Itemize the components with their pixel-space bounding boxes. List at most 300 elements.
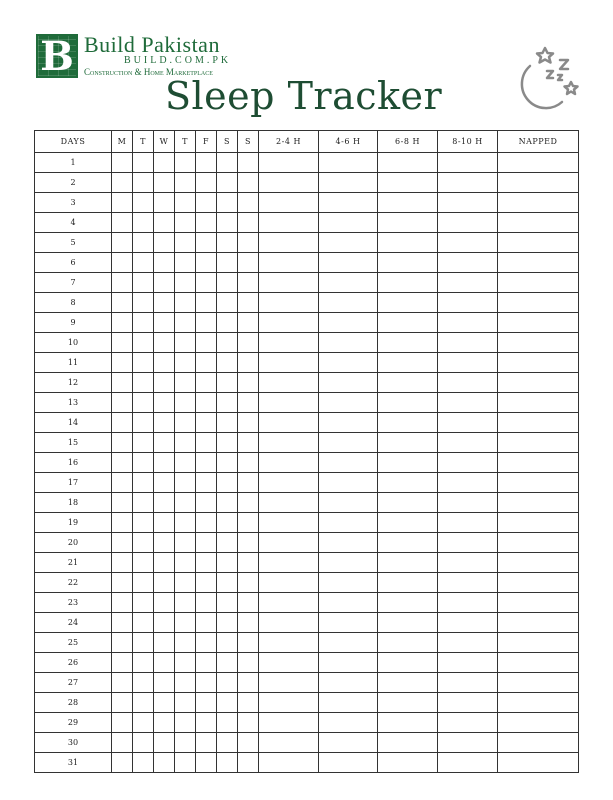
tracker-cell[interactable] [498, 373, 579, 393]
tracker-cell[interactable] [378, 153, 438, 173]
tracker-cell[interactable] [259, 153, 319, 173]
tracker-cell[interactable] [438, 273, 498, 293]
tracker-cell[interactable] [175, 313, 196, 333]
tracker-cell[interactable] [217, 293, 238, 313]
tracker-cell[interactable] [259, 313, 319, 333]
tracker-cell[interactable] [154, 693, 175, 713]
tracker-cell[interactable] [378, 353, 438, 373]
tracker-cell[interactable] [175, 213, 196, 233]
tracker-cell[interactable] [217, 473, 238, 493]
tracker-cell[interactable] [238, 233, 259, 253]
tracker-cell[interactable] [154, 393, 175, 413]
tracker-cell[interactable] [498, 533, 579, 553]
tracker-cell[interactable] [438, 393, 498, 413]
tracker-cell[interactable] [112, 233, 133, 253]
tracker-cell[interactable] [319, 713, 378, 733]
tracker-cell[interactable] [196, 593, 217, 613]
tracker-cell[interactable] [498, 613, 579, 633]
tracker-cell[interactable] [378, 273, 438, 293]
tracker-cell[interactable] [217, 693, 238, 713]
tracker-cell[interactable] [259, 253, 319, 273]
tracker-cell[interactable] [112, 393, 133, 413]
tracker-cell[interactable] [133, 593, 154, 613]
tracker-cell[interactable] [112, 693, 133, 713]
tracker-cell[interactable] [238, 533, 259, 553]
tracker-cell[interactable] [112, 573, 133, 593]
tracker-cell[interactable] [438, 413, 498, 433]
tracker-cell[interactable] [133, 253, 154, 273]
tracker-cell[interactable] [217, 453, 238, 473]
tracker-cell[interactable] [175, 553, 196, 573]
tracker-cell[interactable] [133, 473, 154, 493]
tracker-cell[interactable] [378, 593, 438, 613]
tracker-cell[interactable] [438, 693, 498, 713]
tracker-cell[interactable] [238, 673, 259, 693]
tracker-cell[interactable] [438, 473, 498, 493]
tracker-cell[interactable] [112, 493, 133, 513]
tracker-cell[interactable] [133, 313, 154, 333]
tracker-cell[interactable] [154, 593, 175, 613]
tracker-cell[interactable] [438, 553, 498, 573]
tracker-cell[interactable] [378, 473, 438, 493]
tracker-cell[interactable] [112, 513, 133, 533]
tracker-cell[interactable] [238, 373, 259, 393]
tracker-cell[interactable] [378, 453, 438, 473]
tracker-cell[interactable] [378, 613, 438, 633]
tracker-cell[interactable] [196, 213, 217, 233]
tracker-cell[interactable] [196, 533, 217, 553]
tracker-cell[interactable] [319, 693, 378, 713]
tracker-cell[interactable] [217, 393, 238, 413]
tracker-cell[interactable] [175, 613, 196, 633]
tracker-cell[interactable] [438, 293, 498, 313]
tracker-cell[interactable] [196, 153, 217, 173]
tracker-cell[interactable] [175, 433, 196, 453]
tracker-cell[interactable] [217, 673, 238, 693]
tracker-cell[interactable] [217, 713, 238, 733]
tracker-cell[interactable] [175, 593, 196, 613]
tracker-cell[interactable] [438, 233, 498, 253]
tracker-cell[interactable] [217, 593, 238, 613]
tracker-cell[interactable] [438, 253, 498, 273]
tracker-cell[interactable] [498, 573, 579, 593]
tracker-cell[interactable] [438, 433, 498, 453]
tracker-cell[interactable] [217, 353, 238, 373]
tracker-cell[interactable] [154, 753, 175, 773]
tracker-cell[interactable] [196, 513, 217, 533]
tracker-cell[interactable] [378, 693, 438, 713]
tracker-cell[interactable] [154, 293, 175, 313]
tracker-cell[interactable] [133, 213, 154, 233]
tracker-cell[interactable] [378, 313, 438, 333]
tracker-cell[interactable] [133, 173, 154, 193]
tracker-cell[interactable] [378, 393, 438, 413]
tracker-cell[interactable] [319, 413, 378, 433]
tracker-cell[interactable] [378, 373, 438, 393]
tracker-cell[interactable] [175, 413, 196, 433]
tracker-cell[interactable] [196, 753, 217, 773]
tracker-cell[interactable] [133, 233, 154, 253]
tracker-cell[interactable] [378, 713, 438, 733]
tracker-cell[interactable] [238, 333, 259, 353]
tracker-cell[interactable] [378, 193, 438, 213]
tracker-cell[interactable] [259, 173, 319, 193]
tracker-cell[interactable] [217, 513, 238, 533]
tracker-cell[interactable] [112, 173, 133, 193]
tracker-cell[interactable] [154, 633, 175, 653]
tracker-cell[interactable] [196, 373, 217, 393]
tracker-cell[interactable] [196, 313, 217, 333]
tracker-cell[interactable] [238, 613, 259, 633]
tracker-cell[interactable] [154, 433, 175, 453]
tracker-cell[interactable] [112, 333, 133, 353]
tracker-cell[interactable] [133, 573, 154, 593]
tracker-cell[interactable] [133, 153, 154, 173]
tracker-cell[interactable] [498, 253, 579, 273]
tracker-cell[interactable] [112, 633, 133, 653]
tracker-cell[interactable] [319, 593, 378, 613]
tracker-cell[interactable] [238, 253, 259, 273]
tracker-cell[interactable] [498, 553, 579, 573]
tracker-cell[interactable] [319, 193, 378, 213]
tracker-cell[interactable] [154, 173, 175, 193]
tracker-cell[interactable] [217, 753, 238, 773]
tracker-cell[interactable] [238, 413, 259, 433]
tracker-cell[interactable] [112, 433, 133, 453]
tracker-cell[interactable] [154, 193, 175, 213]
tracker-cell[interactable] [154, 273, 175, 293]
tracker-cell[interactable] [175, 733, 196, 753]
tracker-cell[interactable] [196, 193, 217, 213]
tracker-cell[interactable] [112, 193, 133, 213]
tracker-cell[interactable] [154, 713, 175, 733]
tracker-cell[interactable] [154, 373, 175, 393]
tracker-cell[interactable] [498, 673, 579, 693]
tracker-cell[interactable] [196, 393, 217, 413]
tracker-cell[interactable] [259, 613, 319, 633]
tracker-cell[interactable] [154, 513, 175, 533]
tracker-cell[interactable] [378, 633, 438, 653]
tracker-cell[interactable] [319, 453, 378, 473]
tracker-cell[interactable] [498, 333, 579, 353]
tracker-cell[interactable] [238, 593, 259, 613]
tracker-cell[interactable] [259, 753, 319, 773]
tracker-cell[interactable] [217, 433, 238, 453]
tracker-cell[interactable] [196, 433, 217, 453]
tracker-cell[interactable] [498, 453, 579, 473]
tracker-cell[interactable] [438, 453, 498, 473]
tracker-cell[interactable] [438, 713, 498, 733]
tracker-cell[interactable] [259, 713, 319, 733]
tracker-cell[interactable] [217, 653, 238, 673]
tracker-cell[interactable] [498, 273, 579, 293]
tracker-cell[interactable] [438, 193, 498, 213]
tracker-cell[interactable] [217, 253, 238, 273]
tracker-cell[interactable] [498, 513, 579, 533]
tracker-cell[interactable] [175, 633, 196, 653]
tracker-cell[interactable] [319, 173, 378, 193]
tracker-cell[interactable] [319, 293, 378, 313]
tracker-cell[interactable] [319, 393, 378, 413]
tracker-cell[interactable] [112, 313, 133, 333]
tracker-cell[interactable] [175, 513, 196, 533]
tracker-cell[interactable] [259, 353, 319, 373]
tracker-cell[interactable] [196, 293, 217, 313]
tracker-cell[interactable] [154, 553, 175, 573]
tracker-cell[interactable] [378, 213, 438, 233]
tracker-cell[interactable] [238, 553, 259, 573]
tracker-cell[interactable] [238, 753, 259, 773]
tracker-cell[interactable] [196, 473, 217, 493]
tracker-cell[interactable] [112, 613, 133, 633]
tracker-cell[interactable] [438, 333, 498, 353]
tracker-cell[interactable] [175, 453, 196, 473]
tracker-cell[interactable] [238, 213, 259, 233]
tracker-cell[interactable] [259, 273, 319, 293]
tracker-cell[interactable] [133, 693, 154, 713]
tracker-cell[interactable] [217, 633, 238, 653]
tracker-cell[interactable] [217, 533, 238, 553]
tracker-cell[interactable] [112, 753, 133, 773]
tracker-cell[interactable] [319, 253, 378, 273]
tracker-cell[interactable] [175, 353, 196, 373]
tracker-cell[interactable] [378, 513, 438, 533]
tracker-cell[interactable] [238, 713, 259, 733]
tracker-cell[interactable] [498, 173, 579, 193]
tracker-cell[interactable] [196, 673, 217, 693]
tracker-cell[interactable] [238, 273, 259, 293]
tracker-cell[interactable] [154, 453, 175, 473]
tracker-cell[interactable] [154, 313, 175, 333]
tracker-cell[interactable] [112, 353, 133, 373]
tracker-cell[interactable] [217, 233, 238, 253]
tracker-cell[interactable] [498, 473, 579, 493]
tracker-cell[interactable] [154, 153, 175, 173]
tracker-cell[interactable] [133, 393, 154, 413]
tracker-cell[interactable] [217, 273, 238, 293]
tracker-cell[interactable] [438, 653, 498, 673]
tracker-cell[interactable] [259, 633, 319, 653]
tracker-cell[interactable] [238, 473, 259, 493]
tracker-cell[interactable] [196, 493, 217, 513]
tracker-cell[interactable] [112, 593, 133, 613]
tracker-cell[interactable] [133, 513, 154, 533]
tracker-cell[interactable] [319, 273, 378, 293]
tracker-cell[interactable] [133, 273, 154, 293]
tracker-cell[interactable] [133, 673, 154, 693]
tracker-cell[interactable] [154, 353, 175, 373]
tracker-cell[interactable] [133, 193, 154, 213]
tracker-cell[interactable] [133, 293, 154, 313]
tracker-cell[interactable] [175, 333, 196, 353]
tracker-cell[interactable] [154, 473, 175, 493]
tracker-cell[interactable] [378, 413, 438, 433]
tracker-cell[interactable] [319, 573, 378, 593]
tracker-cell[interactable] [217, 373, 238, 393]
tracker-cell[interactable] [259, 593, 319, 613]
tracker-cell[interactable] [112, 273, 133, 293]
tracker-cell[interactable] [217, 413, 238, 433]
tracker-cell[interactable] [238, 153, 259, 173]
tracker-cell[interactable] [319, 673, 378, 693]
tracker-cell[interactable] [438, 733, 498, 753]
tracker-cell[interactable] [319, 373, 378, 393]
tracker-cell[interactable] [217, 493, 238, 513]
tracker-cell[interactable] [133, 553, 154, 573]
tracker-cell[interactable] [319, 233, 378, 253]
tracker-cell[interactable] [498, 353, 579, 373]
tracker-cell[interactable] [498, 153, 579, 173]
tracker-cell[interactable] [196, 693, 217, 713]
tracker-cell[interactable] [196, 453, 217, 473]
tracker-cell[interactable] [319, 613, 378, 633]
tracker-cell[interactable] [238, 653, 259, 673]
tracker-cell[interactable] [154, 333, 175, 353]
tracker-cell[interactable] [217, 613, 238, 633]
tracker-cell[interactable] [217, 553, 238, 573]
tracker-cell[interactable] [175, 473, 196, 493]
tracker-cell[interactable] [498, 753, 579, 773]
tracker-cell[interactable] [438, 633, 498, 653]
tracker-cell[interactable] [133, 633, 154, 653]
tracker-cell[interactable] [133, 753, 154, 773]
tracker-cell[interactable] [196, 273, 217, 293]
tracker-cell[interactable] [378, 673, 438, 693]
tracker-cell[interactable] [319, 633, 378, 653]
tracker-cell[interactable] [438, 213, 498, 233]
tracker-cell[interactable] [217, 733, 238, 753]
tracker-cell[interactable] [259, 553, 319, 573]
tracker-cell[interactable] [259, 533, 319, 553]
tracker-cell[interactable] [217, 573, 238, 593]
tracker-cell[interactable] [378, 753, 438, 773]
tracker-cell[interactable] [112, 553, 133, 573]
tracker-cell[interactable] [196, 713, 217, 733]
tracker-cell[interactable] [238, 733, 259, 753]
tracker-cell[interactable] [196, 233, 217, 253]
tracker-cell[interactable] [259, 373, 319, 393]
tracker-cell[interactable] [133, 333, 154, 353]
tracker-cell[interactable] [319, 733, 378, 753]
tracker-cell[interactable] [196, 733, 217, 753]
tracker-cell[interactable] [112, 533, 133, 553]
tracker-cell[interactable] [378, 493, 438, 513]
tracker-cell[interactable] [154, 413, 175, 433]
tracker-cell[interactable] [378, 173, 438, 193]
tracker-cell[interactable] [217, 173, 238, 193]
tracker-cell[interactable] [259, 733, 319, 753]
tracker-cell[interactable] [259, 413, 319, 433]
tracker-cell[interactable] [175, 233, 196, 253]
tracker-cell[interactable] [498, 633, 579, 653]
tracker-cell[interactable] [259, 693, 319, 713]
tracker-cell[interactable] [133, 733, 154, 753]
tracker-cell[interactable] [238, 573, 259, 593]
tracker-cell[interactable] [112, 653, 133, 673]
tracker-cell[interactable] [319, 353, 378, 373]
tracker-cell[interactable] [438, 313, 498, 333]
tracker-cell[interactable] [238, 633, 259, 653]
tracker-cell[interactable] [319, 213, 378, 233]
tracker-cell[interactable] [217, 313, 238, 333]
tracker-cell[interactable] [133, 613, 154, 633]
tracker-cell[interactable] [175, 673, 196, 693]
tracker-cell[interactable] [238, 353, 259, 373]
tracker-cell[interactable] [112, 413, 133, 433]
tracker-cell[interactable] [319, 333, 378, 353]
tracker-cell[interactable] [175, 273, 196, 293]
tracker-cell[interactable] [498, 493, 579, 513]
tracker-cell[interactable] [112, 373, 133, 393]
tracker-cell[interactable] [175, 573, 196, 593]
tracker-cell[interactable] [378, 253, 438, 273]
tracker-cell[interactable] [154, 613, 175, 633]
tracker-cell[interactable] [238, 293, 259, 313]
tracker-cell[interactable] [175, 533, 196, 553]
tracker-cell[interactable] [378, 573, 438, 593]
tracker-cell[interactable] [319, 313, 378, 333]
tracker-cell[interactable] [112, 673, 133, 693]
tracker-cell[interactable] [133, 453, 154, 473]
tracker-cell[interactable] [112, 253, 133, 273]
tracker-cell[interactable] [319, 553, 378, 573]
tracker-cell[interactable] [438, 573, 498, 593]
tracker-cell[interactable] [259, 193, 319, 213]
tracker-cell[interactable] [438, 513, 498, 533]
tracker-cell[interactable] [378, 433, 438, 453]
tracker-cell[interactable] [175, 653, 196, 673]
tracker-cell[interactable] [238, 173, 259, 193]
tracker-cell[interactable] [378, 553, 438, 573]
tracker-cell[interactable] [238, 433, 259, 453]
tracker-cell[interactable] [319, 473, 378, 493]
tracker-cell[interactable] [238, 193, 259, 213]
tracker-cell[interactable] [238, 453, 259, 473]
tracker-cell[interactable] [498, 193, 579, 213]
tracker-cell[interactable] [154, 493, 175, 513]
tracker-cell[interactable] [319, 493, 378, 513]
tracker-cell[interactable] [196, 633, 217, 653]
tracker-cell[interactable] [438, 673, 498, 693]
tracker-cell[interactable] [175, 253, 196, 273]
tracker-cell[interactable] [319, 433, 378, 453]
tracker-cell[interactable] [196, 413, 217, 433]
tracker-cell[interactable] [217, 153, 238, 173]
tracker-cell[interactable] [133, 353, 154, 373]
tracker-cell[interactable] [319, 753, 378, 773]
tracker-cell[interactable] [378, 233, 438, 253]
tracker-cell[interactable] [498, 693, 579, 713]
tracker-cell[interactable] [259, 653, 319, 673]
tracker-cell[interactable] [217, 213, 238, 233]
tracker-cell[interactable] [196, 613, 217, 633]
tracker-cell[interactable] [154, 573, 175, 593]
tracker-cell[interactable] [238, 513, 259, 533]
tracker-cell[interactable] [259, 293, 319, 313]
tracker-cell[interactable] [438, 353, 498, 373]
tracker-cell[interactable] [438, 493, 498, 513]
tracker-cell[interactable] [259, 513, 319, 533]
tracker-cell[interactable] [438, 173, 498, 193]
tracker-cell[interactable] [238, 393, 259, 413]
tracker-cell[interactable] [259, 233, 319, 253]
tracker-cell[interactable] [133, 533, 154, 553]
tracker-cell[interactable] [196, 173, 217, 193]
tracker-cell[interactable] [238, 493, 259, 513]
tracker-cell[interactable] [498, 293, 579, 313]
tracker-cell[interactable] [112, 213, 133, 233]
tracker-cell[interactable] [175, 493, 196, 513]
